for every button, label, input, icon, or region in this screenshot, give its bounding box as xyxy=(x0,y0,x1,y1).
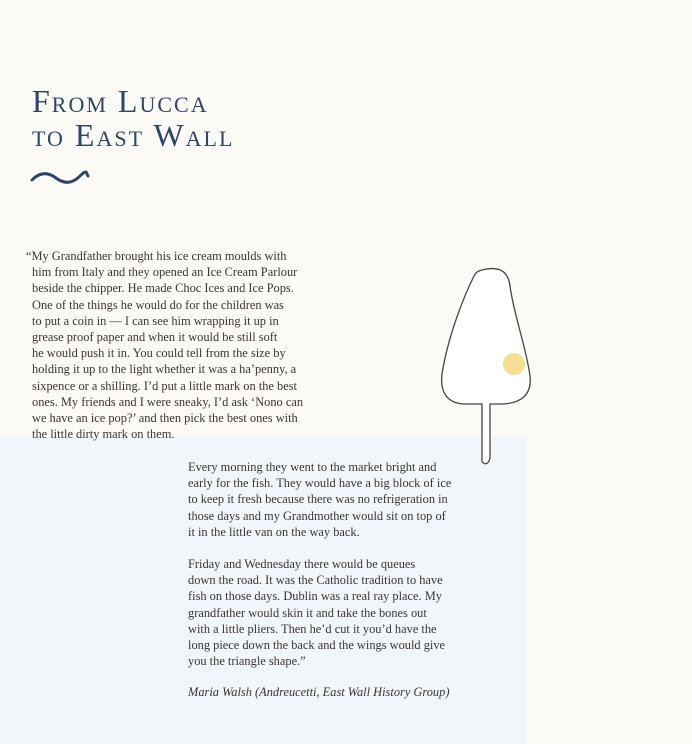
quote-line: the little dirty mark on them. xyxy=(32,427,175,442)
title-line-1: From Lucca xyxy=(32,83,209,119)
quote-line: sixpence or a shilling. I’d put a little mark on the best xyxy=(32,378,297,393)
paragraph-friday xyxy=(188,556,488,669)
paragraph-line: Every morning they went to the market bright and xyxy=(188,460,437,474)
quote-line: ones. My friends and I were sneaky, I’d ask ‘Nono can xyxy=(32,394,304,409)
paragraph-line: long piece down the back and the wings would give xyxy=(188,638,446,653)
quote-line: him from Italy and they opened an Ice Cream Parlour xyxy=(32,265,298,280)
paragraph-line: to keep it fresh because there was no refrigeration in xyxy=(188,492,448,507)
paragraph-line: it in the little van on the way back. xyxy=(188,524,360,539)
paragraph-line: with a little pliers. Then he’d cut it you’d have the xyxy=(188,621,437,636)
paragraph-line: grandfather would skin it and take the bones out xyxy=(188,605,427,620)
title-line-2: to East Wall xyxy=(32,117,235,153)
paragraph-line: down the road. It was the Catholic tradition to have xyxy=(188,573,443,588)
page-title xyxy=(32,84,234,152)
paragraph-line: those days and my Grandmother would sit on top of xyxy=(188,508,446,523)
paragraph-line: fish on those days. Dublin was a real ray place. My xyxy=(188,589,442,604)
paragraph-line: you the triangle shape.” xyxy=(188,654,306,669)
attribution: Maria Walsh (Andreucetti, East Wall History Group) xyxy=(188,685,450,699)
quote-line: “My Grandfather brought his ice cream moulds with xyxy=(26,249,287,263)
quote-line: One of the things he would do for the children was xyxy=(32,297,284,312)
quote-line: he would push it in. You could tell from the size by xyxy=(32,346,286,361)
paragraph-market xyxy=(188,459,488,540)
quote-line: we have an ice pop?’ and then pick the best ones with xyxy=(32,411,298,426)
paragraph-line: Friday and Wednesday there would be queues xyxy=(188,557,416,571)
quote-line: to put a coin in — I can see him wrapping it up in xyxy=(32,313,279,328)
paragraph-line: early for the fish. They would have a big block of ice xyxy=(188,476,452,491)
quote-line: grease proof paper and when it would be still soft xyxy=(32,330,278,345)
wave-divider-icon xyxy=(30,170,90,186)
quote-line: holding it up to the light whether it was a ha’penny, a xyxy=(32,362,297,377)
quote-intro xyxy=(26,248,336,442)
ice-pop-illustration-icon xyxy=(438,266,548,471)
quote-line: beside the chipper. He made Choc Ices and Ice Pops. xyxy=(32,281,294,296)
